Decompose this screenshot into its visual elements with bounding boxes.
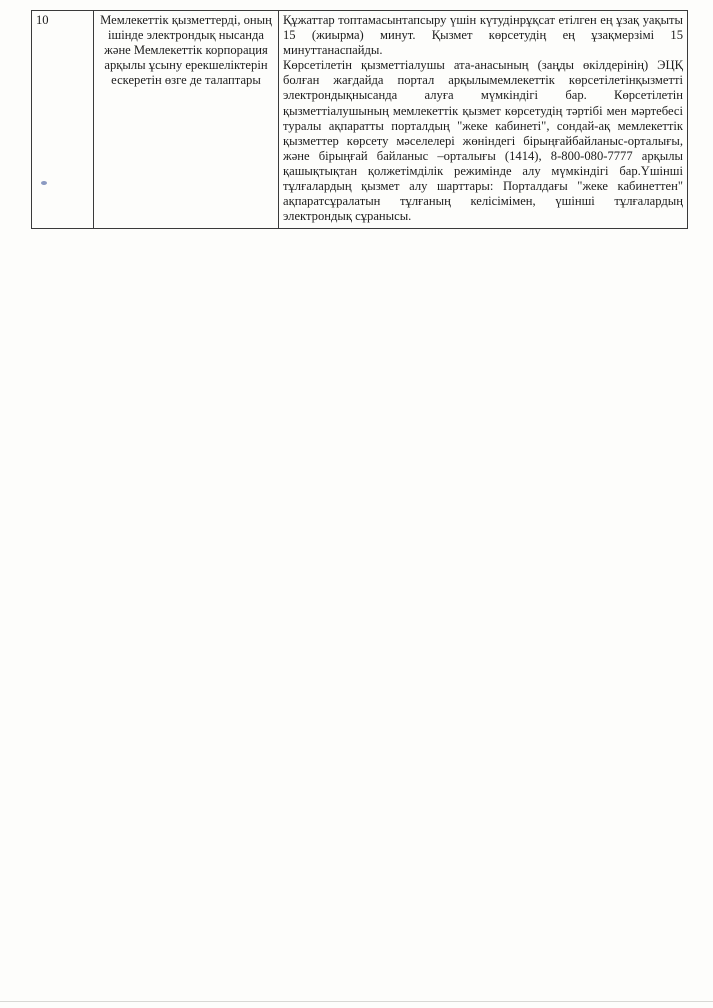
table-row xyxy=(32,11,688,229)
ink-dot-mark xyxy=(41,181,47,185)
row-number-cell xyxy=(32,11,94,229)
requirement-name: Мемлекеттік қызметтерді, оның ішінде электрондық нысанда және Мемлекеттік корпорация арқылы ұсыну ерекшеліктерін ескеретін өзге де талаптары xyxy=(100,13,272,88)
requirement-description-cell xyxy=(279,11,688,229)
description-paragraph-electronic-service: Көрсетілетін қызметтіалушы ата-анасының (заңды өкілдерінің) ЭЦҚ болған жағдайда портал арқылымемлекеттік көрсетілетінқызметті электрондықнысанда алуға мүмкіндігі бар. Көрсетілетін қызметтіалушының мемлекеттік қызмет көрсетудің тәртібі мен мәртебесі туралы ақпаратты порталдың "жеке кабинеті", сондай-ақ мемлекеттік қызметтер көрсету мәселелері жөніндегі бірыңғайбайланыс-орталығы, және бірыңғай байланыс –орталығы (1414), 8-800-080-7777 арқылы қашықтықтан қолжетімділік режимінде алу мүмкіндігі бар.Үшінші тұлғалардың қызмет алу шарттары: Порталдағы "жеке кабинеттен" ақпаратсұралатын тұлғаның келісімімен, үшінші тұлғалардың электрондық сұранысы. xyxy=(283,58,683,224)
scan-edge-line xyxy=(0,1001,713,1002)
row-number: 10 xyxy=(36,13,49,27)
description-paragraph-waiting-time: Құжаттар топтамасынтапсыру үшін күтудінрұқсат етілген ең ұзақ уақыты 15 (жиырма) минут. Қызмет көрсетудің ең ұзақмерзімі 15 минуттанаспайды. xyxy=(283,13,683,58)
requirements-table xyxy=(31,10,688,229)
requirement-name-cell xyxy=(94,11,279,229)
